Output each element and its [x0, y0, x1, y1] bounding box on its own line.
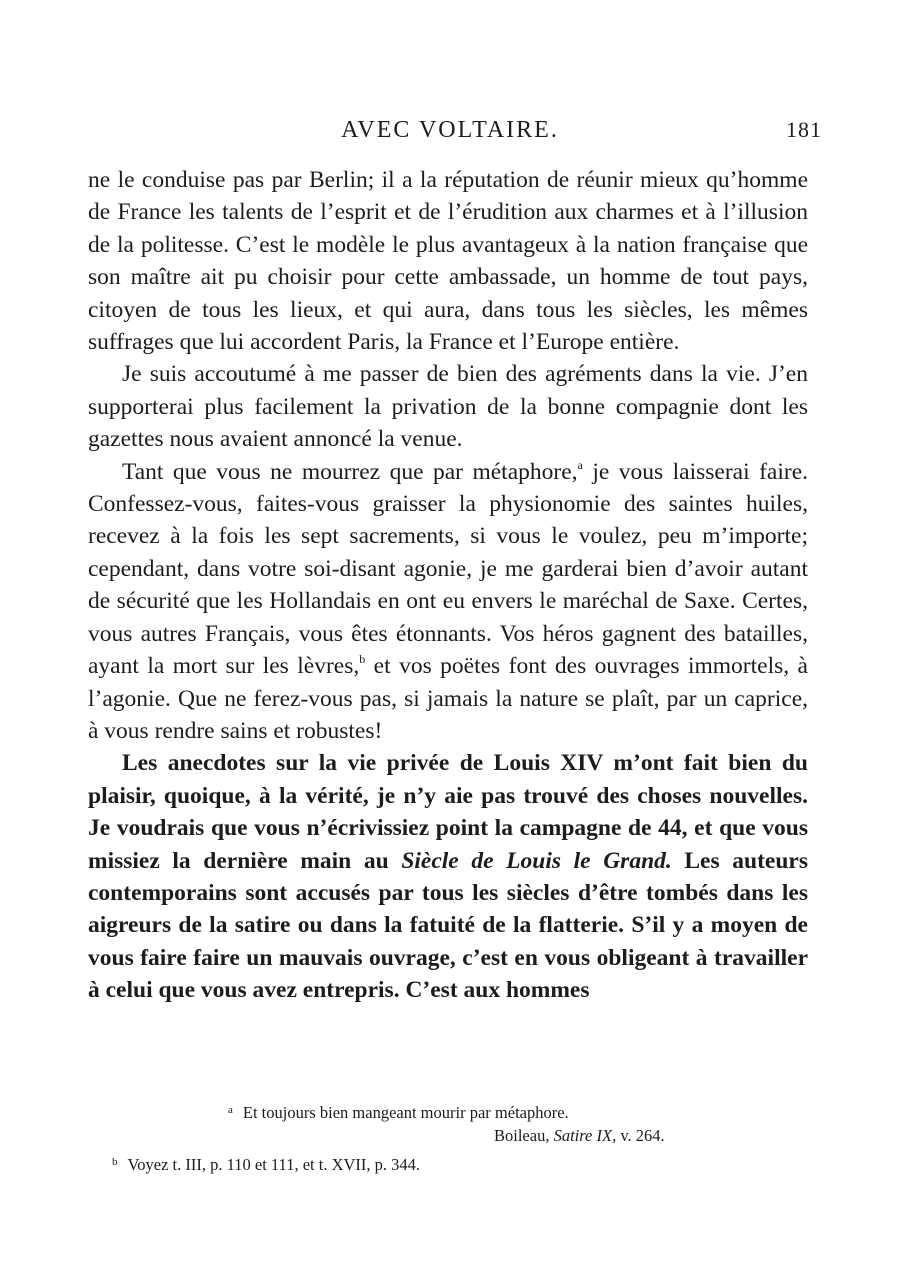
footnote-a-source-author: Boileau,	[494, 1126, 554, 1145]
running-title: AVEC VOLTAIRE.	[341, 117, 559, 143]
paragraph-3-text-c: et vos poëtes font des ouvrages immortels, à l’agonie. Que ne ferez-vous pas, si jamais la nature se plaît, par un caprice, à vous rendre sains et robustes!	[88, 653, 808, 744]
footnote-ref-a: a	[577, 457, 583, 472]
footnote-ref-b: b	[359, 652, 366, 667]
footnote-a-source-work: Satire IX,	[553, 1126, 617, 1145]
footnote-b-text: Voyez t. III, p. 110 et 111, et t. XVII, p. 344.	[127, 1155, 421, 1174]
footnote-a-mark: a	[228, 1104, 233, 1116]
paragraph-3-text-b: je vous laisserai faire. Confessez-vous, faites-vous graisser la physionomie des saintes huiles, recevez à la fois les sept sacrements, si vous le voulez, peu m’importe; cependant, dans votre soi-disant agonie, je me garderai bien d’avoir autant de sécurité que les Hollandais en ont eu envers le maréchal de Saxe. Certes, vous autres Français, vous êtes étonnants. Vos héros gagnent des batailles, ayant la mort sur les lèvres,	[88, 458, 808, 680]
paragraph-4-text-a: Les anecdotes sur la vie privée de Louis XIV m’ont fait bien du plaisir, quoique, à la vérité, je n’y aie pas trouvé des choses nouvelles. Je voudrais que vous n’écrivissiez point la campagne de 44, et que vous missiez la dernière main au	[88, 750, 808, 874]
book-title-italic: Siècle de Louis le Grand.	[401, 847, 672, 874]
body-text	[88, 164, 808, 1007]
footnote-a-source	[494, 1124, 665, 1148]
paragraph-4	[88, 747, 808, 1006]
paragraph-3	[88, 456, 808, 748]
footnote-b	[112, 1150, 420, 1177]
footnote-b-mark: b	[112, 1156, 118, 1168]
running-head	[0, 117, 900, 151]
paragraph-3-text-a: Tant que vous ne mourrez que par métaphore,	[122, 458, 578, 485]
paragraph-2: Je suis accoutumé à me passer de bien des agréments dans la vie. J’en supporterai plus facilement la privation de la bonne compagnie dont les gazettes nous avaient annoncé la venue.	[88, 361, 808, 453]
paragraph-1: ne le conduise pas par Berlin; il a la réputation de réunir mieux qu’homme de France les talents de l’esprit et de l’érudition aux charmes et à l’illusion de la politesse. C’est le modèle le plus avantageux à la nation française que son maître ait pu choisir pour cette ambassade, un homme de tout pays, citoyen de tous les lieux, et qui aura, dans tous les siècles, les mêmes suffrages que lui accordent Paris, la France et l’Europe entière.	[88, 167, 808, 356]
paragraph-4-text-b: Les auteurs contemporains sont accusés par tous les siècles d’être tombés dans les aigreurs de la satire ou dans la fatuité de la flatterie. S’il y a moyen de vous faire faire un mauvais ouvrage, c’est en vous obligeant à travailler à celui que vous avez entrepris. C’est aux hommes	[88, 847, 808, 1004]
footnote-a-source-verse: v. 264.	[616, 1126, 665, 1145]
footnote-a	[228, 1098, 569, 1125]
footnote-a-text: Et toujours bien mangeant mourir par métaphore.	[242, 1103, 569, 1122]
page-number: 181	[786, 117, 822, 142]
